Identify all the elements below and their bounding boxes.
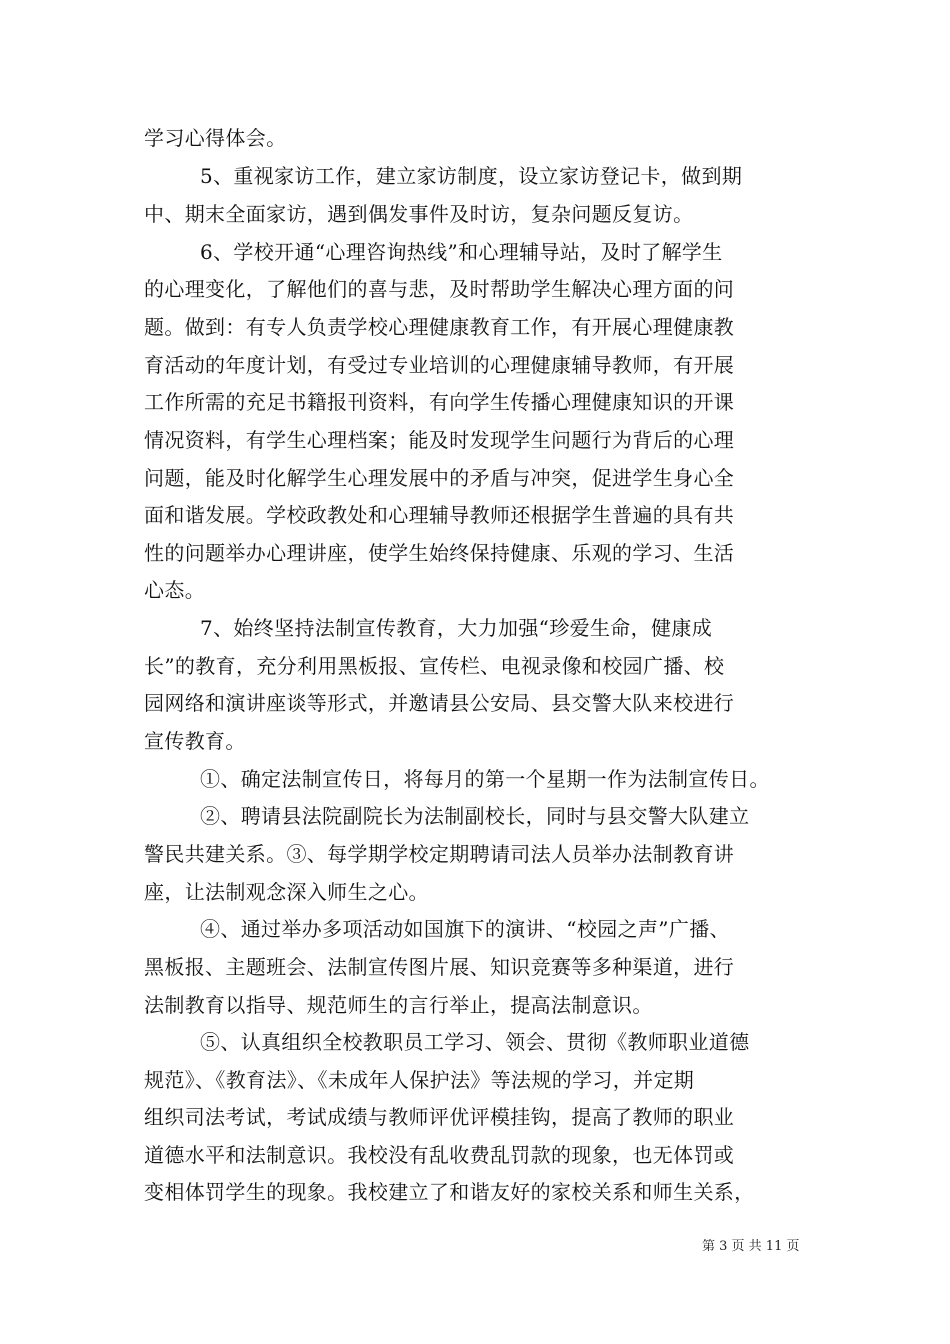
text-line: 5、重视家访工作，建立家访制度，设立家访登记卡，做到期 [200,164,743,188]
text-line: 中、期末全面家访，遇到偶发事件及时访，复杂问题反复访。 [144,202,694,226]
text-line: 宣传教育。 [144,729,246,753]
text-line: 7、始终坚持法制宣传教育，大力加强“珍爱生命，健康成 [200,616,713,640]
text-line: 题。做到：有专人负责学校心理健康教育工作，有开展心理健康教 [144,315,735,339]
text-line: 法制教育以指导、规范师生的言行举止，提高法制意识。 [144,993,653,1017]
text-line: ②、聘请县法院副院长为法制副校长，同时与县交警大队建立 [200,804,750,828]
text-line: 工作所需的充足书籍报刊资料，有向学生传播心理健康知识的开课 [144,390,735,414]
text-line: 性的问题举办心理讲座，使学生始终保持健康、乐观的学习、生活 [144,541,735,565]
text-line: ⑤、认真组织全校教职员工学习、领会、贯彻《教师职业道德 [200,1030,750,1054]
text-line: 面和谐发展。学校政教处和心理辅导教师还根据学生普遍的具有共 [144,503,735,527]
text-line: 情况资料，有学生心理档案；能及时发现学生问题行为背后的心理 [144,428,735,452]
text-line: 道德水平和法制意识。我校没有乱收费乱罚款的现象，也无体罚或 [144,1143,735,1167]
text-line: 问题，能及时化解学生心理发展中的矛盾与冲突，促进学生身心全 [144,466,735,490]
text-line: 育活动的年度计划，有受过专业培训的心理健康辅导教师，有开展 [144,353,735,377]
text-line: 变相体罚学生的现象。我校建立了和谐友好的家校关系和师生关系， [144,1180,755,1204]
text-line: 警民共建关系。③、每学期学校定期聘请司法人员举办法制教育讲 [144,842,735,866]
text-line: 黑板报、主题班会、法制宣传图片展、知识竞赛等多种渠道，进行 [144,955,735,979]
text-line: ④、通过举办多项活动如国旗下的演讲、“校园之声”广播、 [200,917,730,941]
page-number: 第 3 页 共 11 页 [702,1239,800,1254]
text-line: 规范》、《教育法》、《未成年人保护法》等法规的学习，并定期 [144,1068,695,1092]
text-line: 的心理变化，了解他们的喜与悲，及时帮助学生解决心理方面的问 [144,277,735,301]
text-line: 园网络和演讲座谈等形式，并邀请县公安局、县交警大队来校进行 [144,691,735,715]
text-line: 学习心得体会。 [144,126,287,150]
text-line: 心态。 [144,578,206,602]
text-line: 6、学校开通“心理咨询热线”和心理辅导站，及时了解学生 [200,240,723,264]
text-line: 组织司法考试，考试成绩与教师评优评模挂钩，提高了教师的职业 [144,1105,735,1129]
text-line: 长”的教育，充分利用黑板报、宣传栏、电视录像和校园广播、校 [144,654,725,678]
text-line: 座，让法制观念深入师生之心。 [144,880,429,904]
text-line: ①、确定法制宣传日，将每月的第一个星期一作为法制宣传日。 [200,767,770,791]
